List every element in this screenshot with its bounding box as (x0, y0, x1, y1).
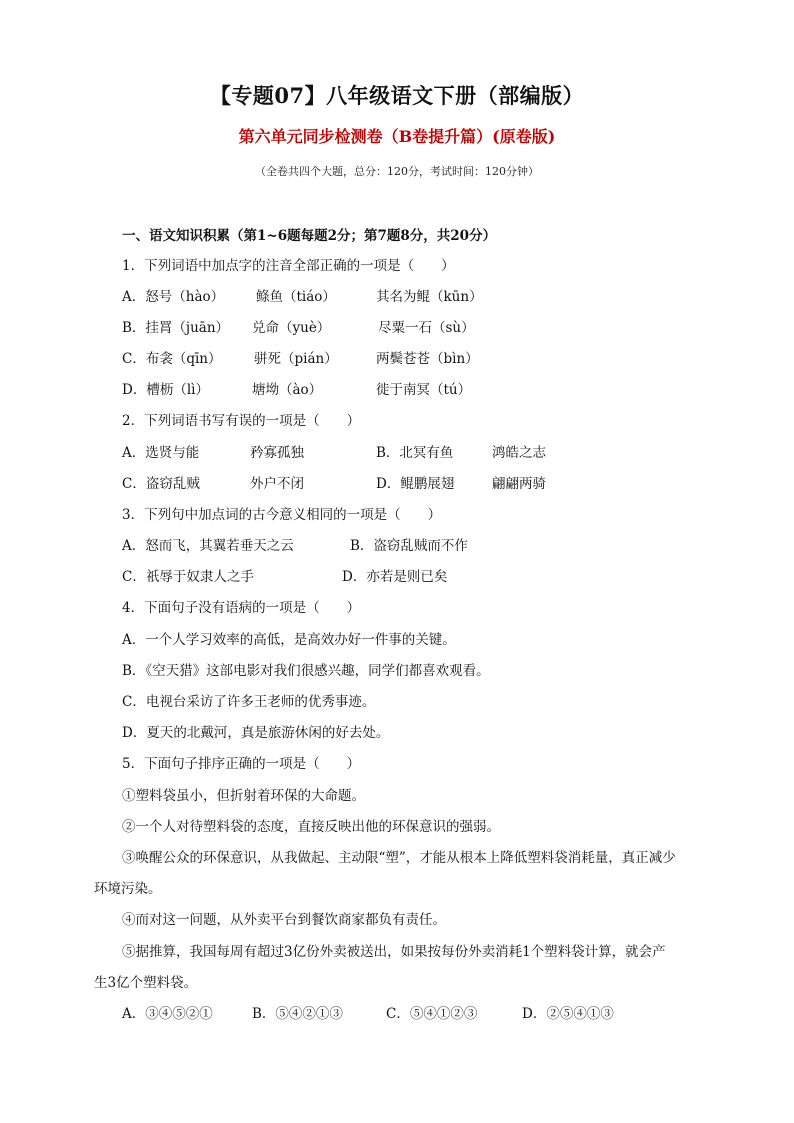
q1-option-b2: 兑命（yuè） (252, 320, 331, 336)
page-subtitle: 第六单元同步检测卷（B卷提升篇）(原卷版) (238, 127, 556, 146)
q1-option-d3: 徙于南冥（tú） (376, 382, 472, 398)
question-2-stem: 2．下列词语书写有误的一项是（ ） (122, 413, 361, 429)
q2-option-c2: 外户不闭 (250, 476, 304, 492)
q2-option-a1: A．选贤与能 (122, 445, 200, 461)
question-4-stem: 4．下面句子没有语病的一项是（ ） (122, 600, 361, 616)
q2-option-b2: 鸿皓之志 (492, 445, 546, 461)
q3-option-d: D．亦若是则已矣 (342, 569, 448, 585)
q5-answer-c: C．⑤④①②③ (386, 1006, 478, 1022)
q5-answer-a: A．③④⑤②① (122, 1006, 213, 1022)
q4-option-a: A．一个人学习效率的高低，是高效办好一件事的关键。 (122, 632, 456, 648)
q4-option-b: B．《空天猎》这部电影对我们很感兴趣，同学们都喜欢观看。 (122, 663, 490, 679)
q5-sentence-4: ④而对这一问题，从外卖平台到餐饮商家都负有责任。 (122, 912, 446, 928)
q5-sentence-3-cont: 环境污染。 (94, 881, 162, 897)
q1-option-c1: C．布衾（qīn） (122, 351, 222, 367)
q4-option-c: C．电视台采访了许多王老师的优秀事迹。 (122, 694, 376, 710)
q2-option-a2: 矜寡孤独 (250, 445, 304, 461)
q1-option-c2: 骈死（pián） (254, 351, 338, 367)
q5-sentence-1: ①塑料袋虽小，但折射着环保的大命题。 (122, 788, 365, 804)
q2-option-d2: 翩翩两骑 (492, 476, 546, 492)
q3-option-b: B．盗窃乱贼而不作 (350, 538, 468, 554)
question-5-stem: 5．下面句子排序正确的一项是（ ） (122, 756, 361, 772)
q1-option-b1: B．挂罥（juān） (122, 320, 230, 336)
q5-sentence-3: ③唤醒公众的环保意识，从我做起、主动限“塑”，才能从根本上降低塑料袋消耗量，真正减少 (122, 850, 676, 866)
exam-note: （全卷共四个大题，总分：120分，考试时间：120分钟） (255, 165, 539, 178)
q4-option-d: D．夏天的北戴河，真是旅游休闲的好去处。 (122, 725, 390, 741)
q5-answer-d: D．②⑤④①③ (522, 1006, 614, 1022)
question-3-stem: 3．下列句中加点词的古今意义相同的一项是（ ） (122, 507, 442, 523)
q2-option-b1: B．北冥有鱼 (376, 445, 454, 461)
q5-sentence-5: ⑤据推算，我国每周有超过3亿份外卖被送出，如果按每份外卖消耗1个塑料袋计算，就会产 (122, 944, 666, 960)
q3-option-a: A．怒而飞，其翼若垂天之云 (122, 538, 294, 554)
q5-answer-b: B．⑤④②①③ (252, 1006, 343, 1022)
q1-option-a2: 鲦鱼（tiáo） (256, 289, 336, 305)
q1-option-c3: 两鬓苍苍（bìn） (376, 351, 479, 367)
q1-option-a1: A．怒号（hào） (122, 289, 225, 305)
section-heading: 一、语文知识积累（第1~6题每题2分；第7题8分，共20分） (122, 228, 497, 244)
question-1-stem: 1．下列词语中加点字的注音全部正确的一项是（ ） (122, 258, 455, 274)
q2-option-d1: D．鲲鹏展翅 (376, 476, 455, 492)
q3-option-c: C．祇辱于奴隶人之手 (122, 569, 254, 585)
q1-option-a3: 其名为鲲（kūn） (376, 289, 483, 305)
q5-sentence-5-cont: 生3亿个塑料袋。 (94, 975, 198, 991)
q5-sentence-2: ②一个人对待塑料袋的态度，直接反映出他的环保意识的强弱。 (122, 819, 500, 835)
page-title: 【专题07】八年级语文下册（部编版） (209, 83, 585, 108)
q2-option-c1: C．盗窃乱贼 (122, 476, 200, 492)
q1-option-d2: 塘坳（ào） (252, 382, 323, 398)
q1-option-d1: D．槽枥（lì） (122, 382, 209, 398)
q1-option-b3: 尽粟一石（sù） (378, 320, 475, 336)
